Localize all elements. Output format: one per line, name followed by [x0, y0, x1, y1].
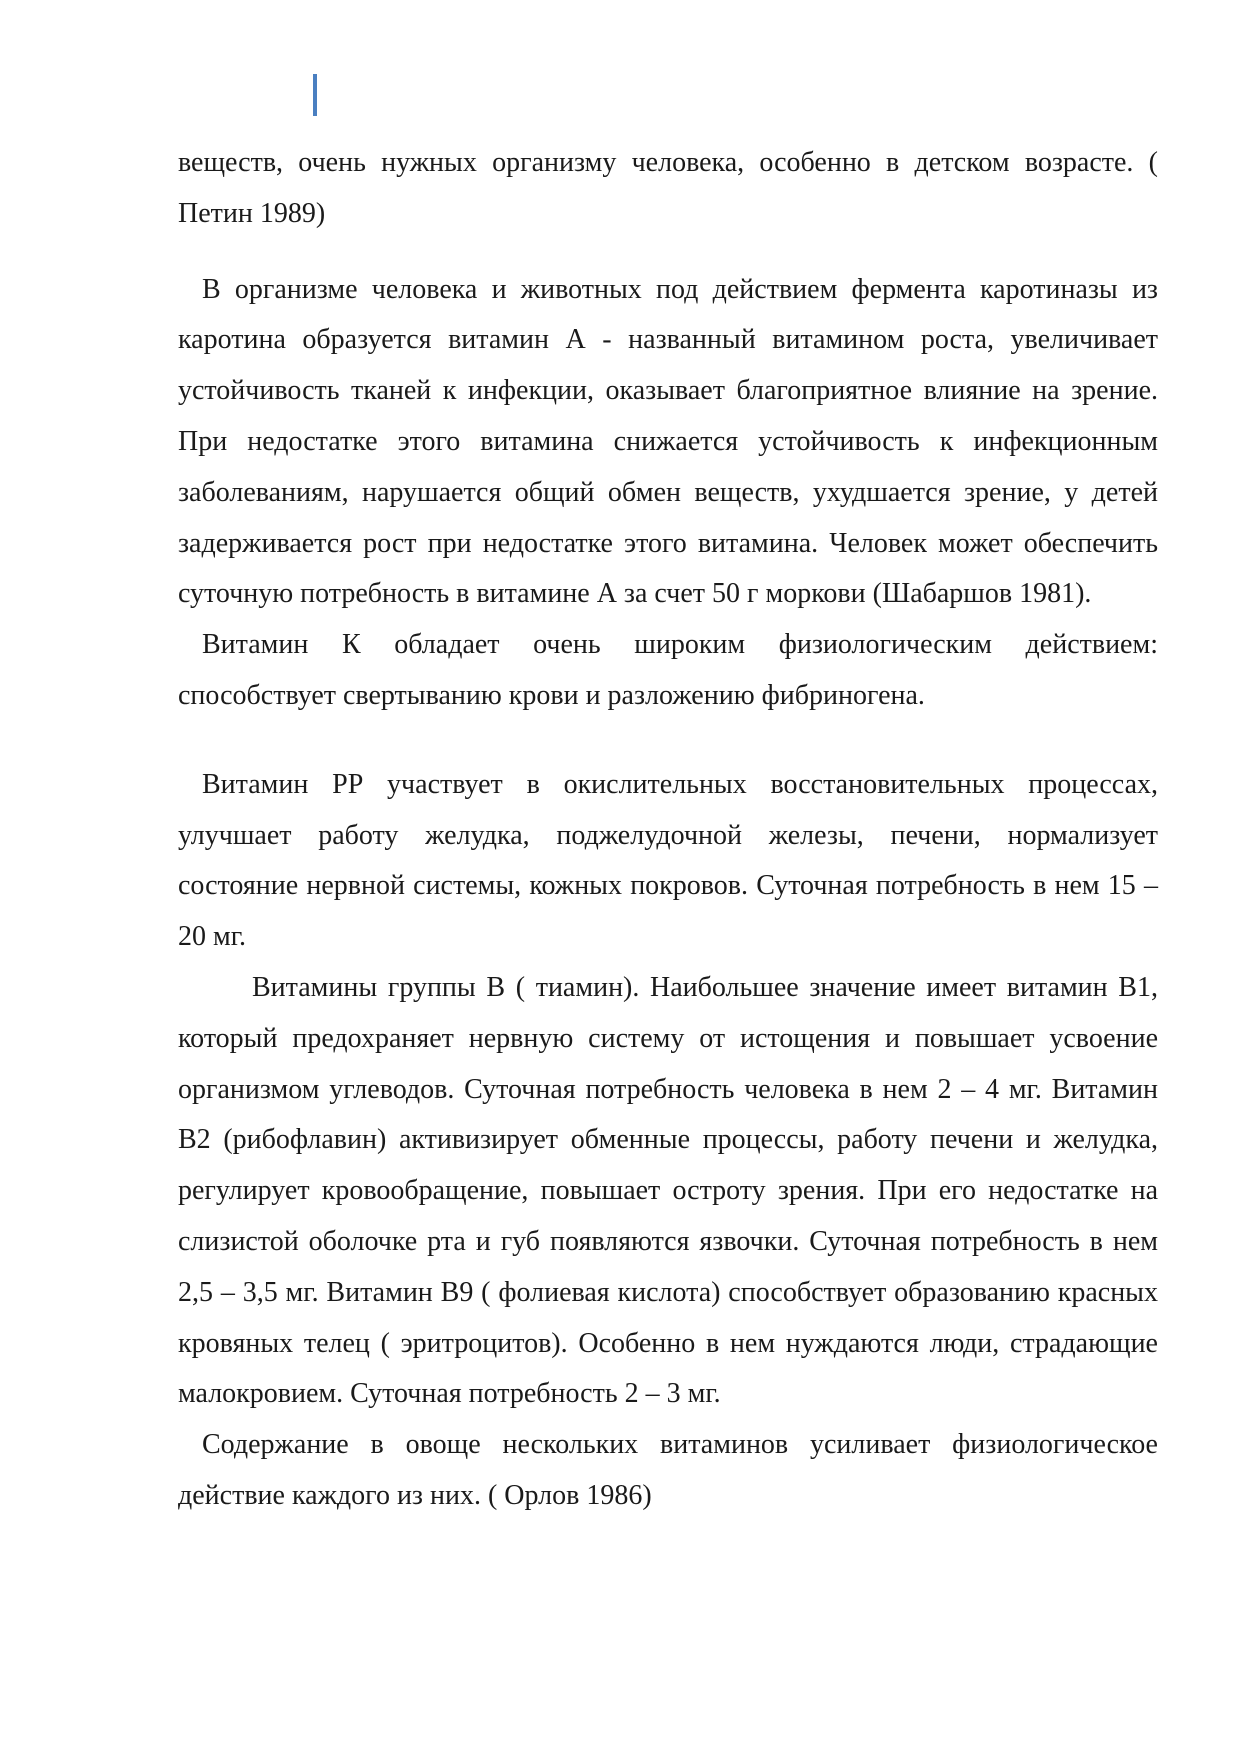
paragraph-3: Витамин К обладает очень широким физиологическим действием: способствует свертыванию крови и разложению фибриногена.	[178, 629, 1158, 711]
paragraph-4: Витамин РР участвует в окислительных восстановительных процессах, улучшает работу желудка, поджелудочной железы, печени, нормализует состояние нервной системы, кожных покровов. Суточная потребность в нем 15 – 20 мг.	[178, 768, 1158, 953]
document-body	[178, 138, 1158, 1522]
paragraph-1: веществ, очень нужных организму человека, особенно в детском возрасте. ( Петин 1989)	[178, 147, 1158, 229]
text-cursor	[313, 74, 317, 116]
paragraph-6: Содержание в овоще нескольких витаминов усиливает физиологическое действие каждого из них. ( Орлов 1986)	[178, 1429, 1158, 1511]
paragraph-2: В организме человека и животных под действием фермента каротиназы из каротина образуется витамин А - названный витамином роста, увеличивает устойчивость тканей к инфекции, оказывает благоприятное влияние на зрение. При недостатке этого витамина снижается устойчивость к инфекционным заболеваниям, нарушается общий обмен веществ, ухудшается зрение, у детей задерживается рост при недостатке этого витамина. Человек может обеспечить суточную потребность в витамине А за счет 50 г моркови (Шабаршов 1981).	[178, 273, 1158, 610]
paragraph-5: Витамины группы В ( тиамин). Наибольшее значение имеет витамин В1, который предохраняет нервную систему от истощения и повышает усвоение организмом углеводов. Суточная потребность человека в нем 2 – 4 мг. Витамин В2 (рибофлавин) активизирует обменные процессы, работу печени и желудка, регулирует кровообращение, повышает остроту зрения. При его недостатке на слизистой оболочке рта и губ появляются язвочки. Суточная потребность в нем 2,5 – 3,5 мг. Витамин В9 ( фолиевая кислота) способствует образованию красных кровяных телец ( эритроцитов). Особенно в нем нуждаются люди, страдающие малокровием. Суточная потребность 2 – 3 мг.	[178, 971, 1158, 1410]
